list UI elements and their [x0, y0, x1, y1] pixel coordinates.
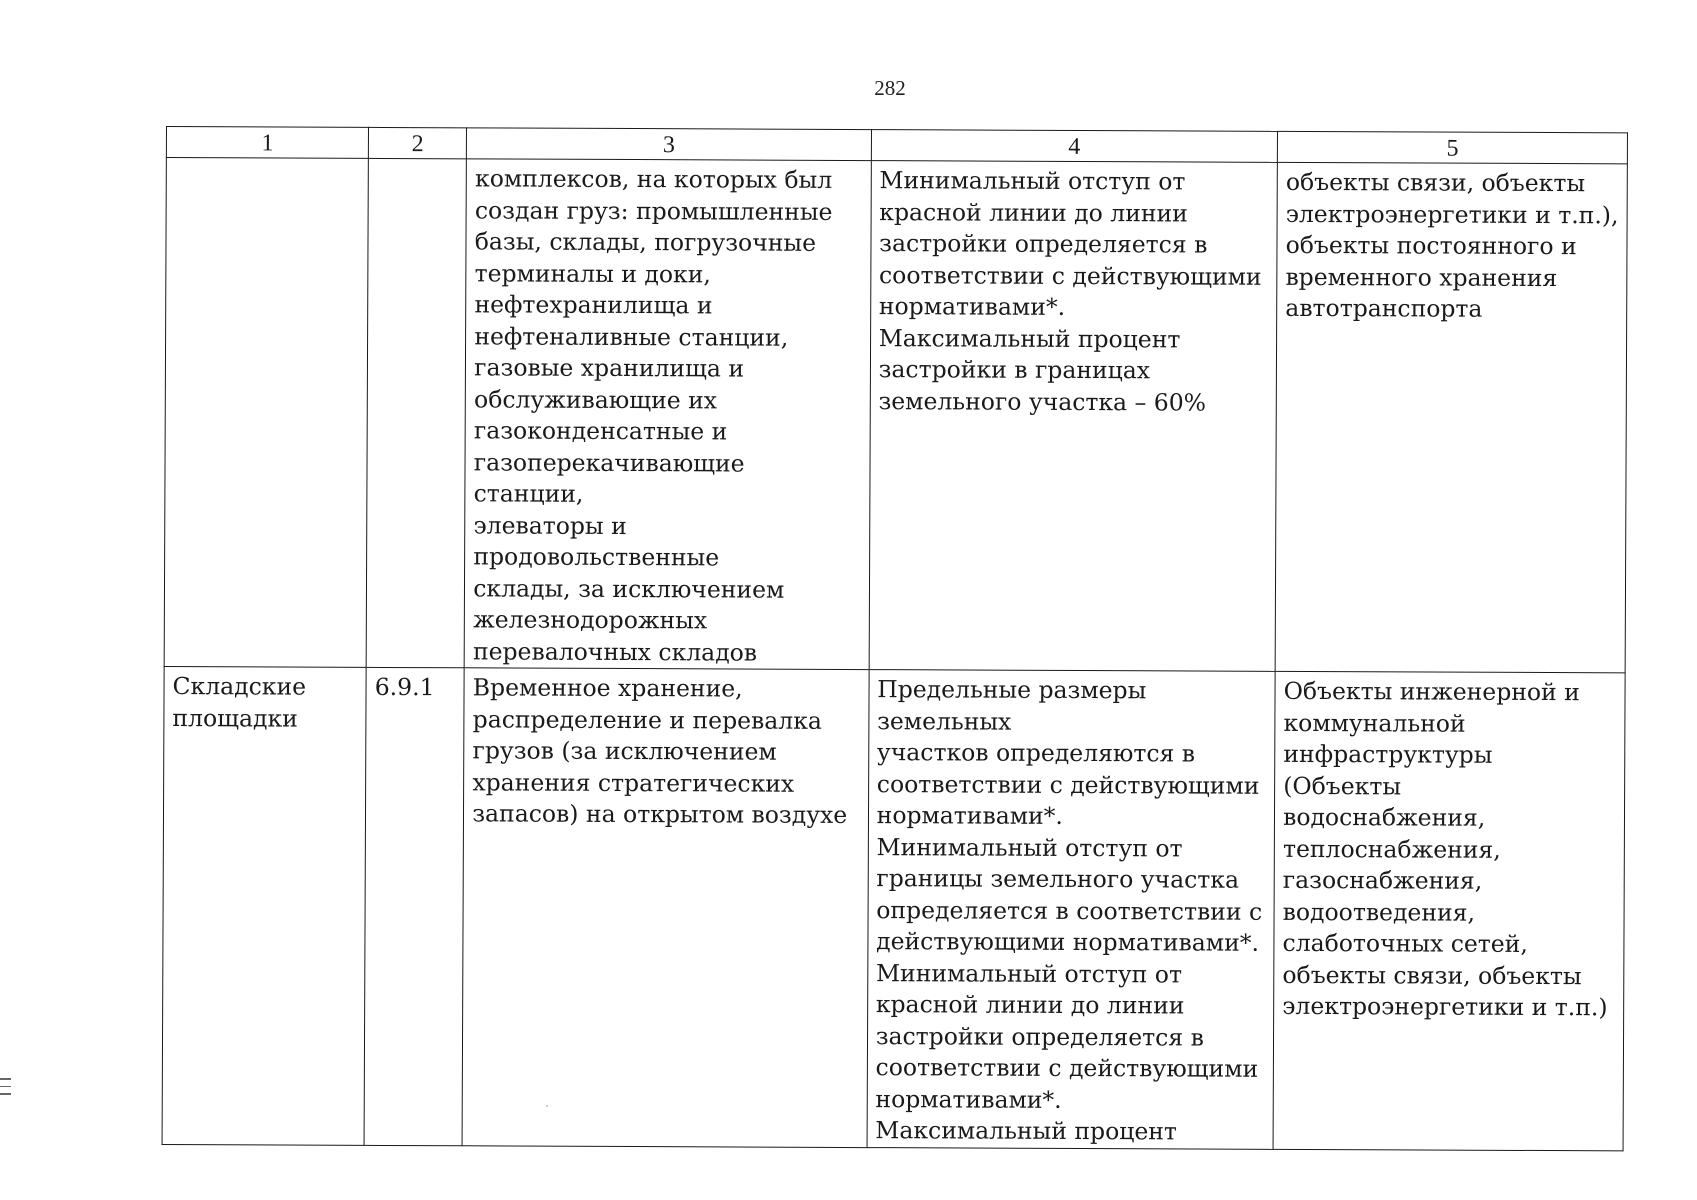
- table-row: [164, 158, 1627, 673]
- table-cell-code: [366, 158, 466, 667]
- column-header-1: 1: [166, 127, 368, 159]
- table-cell-description: [462, 668, 869, 1147]
- cell-text: Объекты инженерной и коммунальной инфраструктуры (Объекты водоснабжения, теплоснабжения, газоснабжения, водоотведения, слаботочных сетей, объекты связи, объекты электроэнергетики и т.п.): [1282, 676, 1608, 1022]
- scan-speck: [546, 1105, 548, 1107]
- table-cell-parameters: [867, 670, 1276, 1149]
- cell-text: комплексов, на которых был создан груз: промышленные базы, склады, погрузочные терминалы и доки, нефтехранилища и нефтеналивные станции, газовые хранилища и обслуживающие их газоконденсатные и газоперекачивающие станции, элеваторы и продовольственные склады, за исключением железнодорожных перевалочных складов: [472, 164, 833, 667]
- column-header-5: 5: [1277, 131, 1627, 164]
- cell-text: Временное хранение, распределение и перевалка грузов (за исключением хранения стратегических запасов) на открытом воздухе: [472, 673, 848, 829]
- column-header-2: 2: [369, 127, 467, 158]
- table-row: [162, 666, 1625, 1150]
- cell-text: объекты связи, объекты электроэнергетики и т.п.), объекты постоянного и временного хранения автотранспорта: [1285, 167, 1619, 323]
- column-header-3: 3: [467, 128, 872, 161]
- cell-text: 6.9.1: [374, 672, 435, 702]
- page-number: 282: [874, 76, 906, 100]
- cell-text: [175, 162, 360, 163]
- table-cell-auxiliary: [1273, 671, 1625, 1150]
- regulations-table: [162, 126, 1628, 1151]
- cell-text: Складские площадки: [172, 672, 307, 733]
- table-cell-code: [364, 667, 464, 1145]
- table-cell-name: [162, 666, 366, 1144]
- scan-edge-mark: [0, 1078, 11, 1101]
- table-cell-parameters: [869, 161, 1278, 672]
- column-header-4: 4: [871, 130, 1278, 163]
- table-cell-name: [164, 158, 368, 668]
- cell-text: Предельные размеры земельных участков определяются в соответствии с действующими нормативами*. Минимальный отступ от границы земельного участка определяется в соответствии с действующими нормативами*. Минимальный отступ от красной линии до линии застройки определяется в соответствии с действующими нормативами*. Максимальный процент: [875, 675, 1263, 1146]
- table-cell-description: [464, 159, 871, 670]
- table-cell-auxiliary: [1275, 162, 1627, 673]
- cell-text: Минимальный отступ от красной линии до линии застройки определяется в соответствии с действующими нормативами*. Максимальный процент застройки в границах земельного участка – 60%: [878, 166, 1262, 417]
